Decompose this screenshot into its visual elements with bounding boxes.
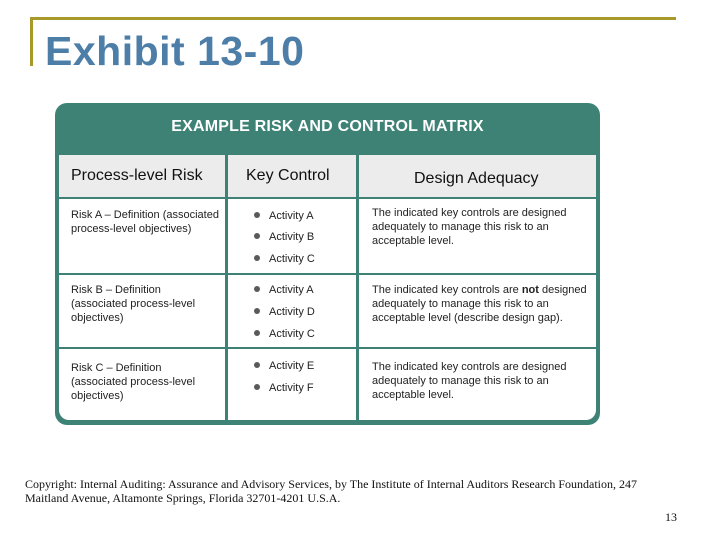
matrix-table <box>59 155 596 420</box>
column-divider <box>356 155 359 420</box>
header-adequacy: Design Adequacy <box>414 170 539 187</box>
frame-top-line <box>30 17 676 20</box>
control-item: Activity E <box>254 359 314 373</box>
matrix-title: EXAMPLE RISK AND CONTROL MATRIX <box>171 118 484 135</box>
header-control: Key Control <box>246 167 330 184</box>
bullet-icon <box>254 384 260 390</box>
page-number: 13 <box>665 510 677 524</box>
control-item: Activity D <box>254 305 315 319</box>
row-divider <box>59 347 596 349</box>
copyright-note: Copyright: Internal Auditing: Assurance and Advisory Services, by The Institute of Internal Auditors Research Foundation, 247 Maitland Avenue, Altamonte Springs, Florida 32701-4201 U.S.A. <box>25 477 638 505</box>
risk-c-text: Risk C – Definition (associated process-level objectives) <box>71 362 196 402</box>
risk-control-matrix <box>55 103 600 425</box>
adequacy-c-text: The indicated key controls are designed adequately to manage this risk to an acceptable level. <box>372 361 567 401</box>
control-item: Activity A <box>254 283 314 297</box>
row-divider <box>59 273 596 275</box>
bullet-icon <box>254 233 260 239</box>
column-divider <box>225 155 228 420</box>
bullet-icon <box>254 308 260 314</box>
adequacy-a-text: The indicated key controls are designed adequately to manage this risk to an acceptable level. <box>372 207 567 247</box>
risk-b-text: Risk B – Definition (associated process-level objectives) <box>71 284 196 324</box>
bullet-icon <box>254 330 260 336</box>
bullet-icon <box>254 286 260 292</box>
bullet-icon <box>254 255 260 261</box>
control-item: Activity C <box>254 327 315 341</box>
row-divider <box>59 197 596 199</box>
risk-a-text: Risk A – Definition (associated process-level objectives) <box>71 209 219 235</box>
control-item: Activity C <box>254 252 315 266</box>
slide-title: Exhibit 13-10 <box>45 28 305 74</box>
adequacy-b-text: The indicated key controls are not designed adequately to manage this risk to an acceptable level (describe design gap). <box>372 284 587 324</box>
control-item: Activity F <box>254 381 314 395</box>
control-item: Activity B <box>254 230 314 244</box>
bullet-icon <box>254 212 260 218</box>
header-risk: Process-level Risk <box>71 167 203 184</box>
frame-left-line <box>30 17 33 66</box>
bullet-icon <box>254 362 260 368</box>
control-item: Activity A <box>254 209 314 223</box>
